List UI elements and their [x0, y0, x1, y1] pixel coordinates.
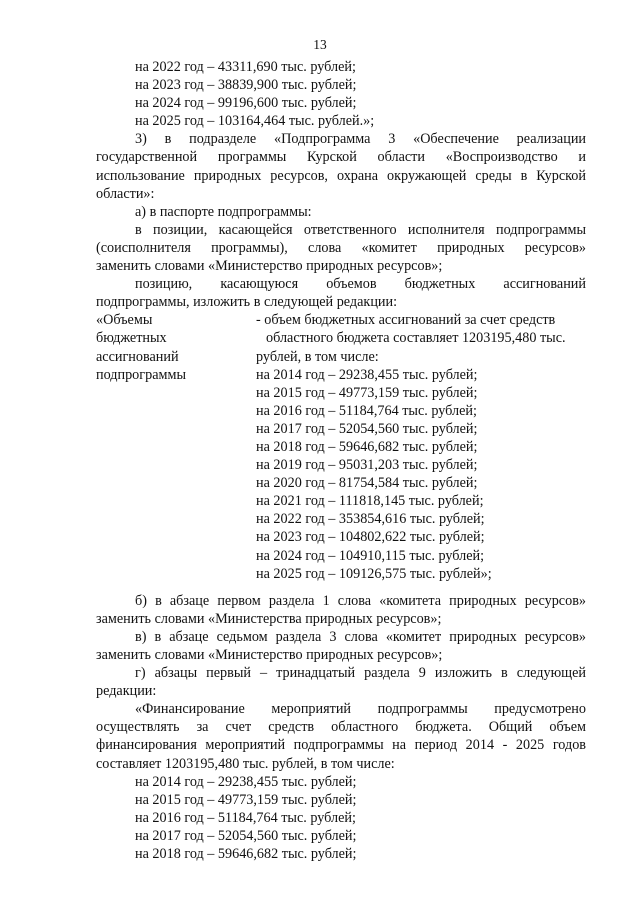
text-line: позицию, касающуюся объемов бюджетных ассигнований [135, 276, 586, 293]
year-line: на 2016 год – 51184,764 тыс. рублей; [135, 809, 356, 826]
budget-table-label [96, 311, 256, 582]
subitem-g-paragraph [96, 664, 586, 700]
text-line: (соисполнителя программы), слова «комитет природных ресурсов» [96, 239, 586, 256]
label-line: «Объемы [96, 312, 153, 329]
text-line: г) абзацы первый – тринадцатый раздела 9 изложить в следующей [135, 665, 586, 682]
text-line: подпрограммы, изложить в следующей редакции: [96, 294, 398, 311]
bottom-years-list [96, 773, 586, 863]
year-line: на 2024 год – 99196,600 тыс. рублей; [135, 95, 357, 112]
budget-table-value [256, 311, 586, 582]
text-line: «Финансирование мероприятий подпрограммы предусмотрено [135, 701, 586, 718]
spacer [96, 583, 586, 592]
subitem-a-heading: а) в паспорте подпрограммы: [135, 203, 312, 220]
text-line: заменить словами «Министерство природных ресурсов»; [96, 258, 443, 275]
year-line: на 2014 год – 29238,455 тыс. рублей; [135, 773, 357, 790]
item-3-paragraph [96, 130, 586, 202]
label-line: бюджетных [96, 330, 167, 347]
text-line: использование природных ресурсов, охрана окружающей среды в Курской [96, 167, 586, 184]
year-line: на 2022 год – 353854,616 тыс. рублей; [256, 511, 485, 528]
value-line: рублей, в том числе: [256, 348, 379, 365]
year-line: на 2020 год – 81754,584 тыс. рублей; [256, 475, 478, 492]
year-line: на 2017 год – 52054,560 тыс. рублей; [135, 827, 357, 844]
year-line: на 2021 год – 111818,145 тыс. рублей; [256, 493, 484, 510]
value-line: областного бюджета составляет 1203195,480 тыс. [266, 330, 566, 347]
year-line: на 2023 год – 104802,622 тыс. рублей; [256, 529, 485, 546]
text-line: осуществлять за счет средств областного бюджета. Общий объем [96, 719, 586, 736]
page-number: 13 [313, 37, 327, 52]
text-line: б) в абзаце первом раздела 1 слова «комитета природных ресурсов» [135, 592, 586, 609]
budget-table [96, 311, 586, 582]
year-line: на 2018 год – 59646,682 тыс. рублей; [256, 438, 478, 455]
year-line: на 2023 год – 38839,900 тыс. рублей; [135, 77, 357, 94]
year-line: на 2025 год – 109126,575 тыс. рублей»; [256, 565, 492, 582]
year-line: на 2015 год – 49773,159 тыс. рублей; [256, 384, 478, 401]
text-line: заменить словами «Министерство природных ресурсов»; [96, 647, 443, 663]
page-content [96, 58, 586, 863]
text-line: финансирования мероприятий подпрограммы на период 2014 - 2025 годов [96, 737, 586, 754]
position-responsible-paragraph [96, 221, 586, 275]
text-line: в) в абзаце седьмом раздела 3 слова «комитет природных ресурсов» [135, 628, 586, 645]
value-line: - объем бюджетных ассигнований за счет средств [256, 312, 556, 329]
year-line: на 2015 год – 49773,159 тыс. рублей; [135, 791, 357, 808]
year-line: на 2019 год – 95031,203 тыс. рублей; [256, 457, 478, 474]
year-line: на 2016 год – 51184,764 тыс. рублей; [256, 402, 477, 419]
position-budget-paragraph [96, 275, 586, 311]
text-line: области»: [96, 185, 155, 202]
text-line: в позиции, касающейся ответственного исполнителя подпрограммы [135, 221, 586, 238]
year-line: на 2014 год – 29238,455 тыс. рублей; [256, 366, 478, 383]
subitem-v-paragraph [96, 628, 586, 664]
text-line: 3) в подразделе «Подпрограмма 3 «Обеспечение реализации [135, 131, 586, 148]
text-line: заменить словами «Министерства природных ресурсов»; [96, 610, 442, 627]
year-line: на 2018 год – 59646,682 тыс. рублей; [135, 846, 357, 863]
financing-paragraph [96, 700, 586, 772]
year-line: на 2025 год – 103164,464 тыс. рублей.»; [135, 113, 375, 130]
top-years-list [96, 58, 586, 130]
year-line: на 2024 год – 104910,115 тыс. рублей; [256, 547, 485, 564]
text-line: государственной программы Курской области «Воспроизводство и [96, 149, 586, 166]
text-line: редакции: [96, 683, 157, 700]
label-line: подпрограммы [96, 366, 186, 383]
label-line: ассигнований [96, 348, 179, 365]
year-line: на 2022 год – 43311,690 тыс. рублей; [135, 59, 356, 75]
year-line: на 2017 год – 52054,560 тыс. рублей; [256, 420, 478, 437]
text-line: составляет 1203195,480 тыс. рублей, в том числе: [96, 755, 395, 772]
subitem-b-paragraph [96, 592, 586, 628]
